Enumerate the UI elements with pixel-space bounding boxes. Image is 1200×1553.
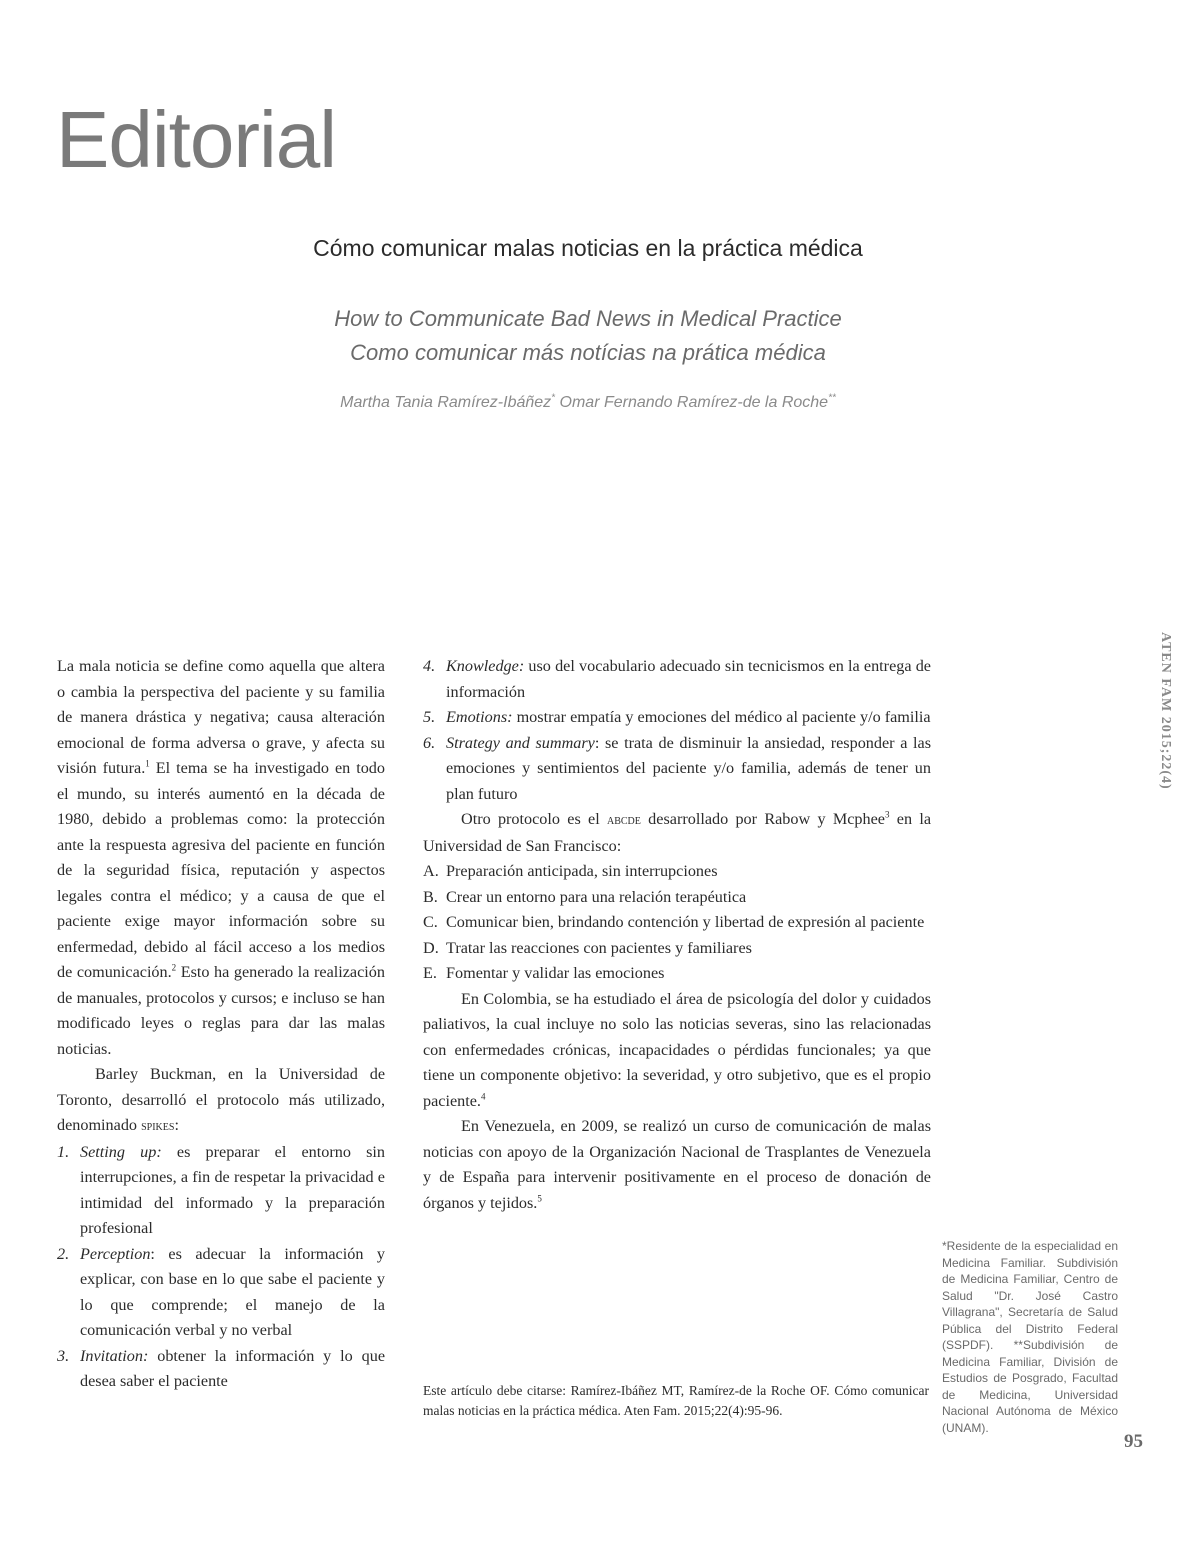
list-term: Setting up: [80,1142,162,1161]
paragraph-text: Barley Buckman, en la Universidad de Toronto, desarrolló el protocolo más utilizado, denominado [57,1065,385,1134]
article-title-spanish: Cómo comunicar malas noticias en la práctica médica [313,235,863,261]
left-column [57,654,385,1395]
list-term: Perception [80,1244,151,1263]
list-marker: 6. [423,733,436,752]
author-affiliations-footnote: *Residente de la especialidad en Medicina Familiar. Subdivisión de Medicina Familiar, Centro de Salud "Dr. José Castro Villagrana", Secretaría de Salud Pública del Distrito Federal (SSPDF). **Subdivisión de Medicina Familiar, División de Estudios de Posgrado, Facultad de Medicina, Universidad Nacional Autónoma de México (UNAM). [942,1239,1118,1435]
list-text: obtener la información y lo que desea saber el paciente [80,1346,385,1390]
list-term: Knowledge: [446,657,525,675]
reference-mark: 4 [480,1091,486,1102]
list-item [423,859,931,885]
list-term: Invitation: [80,1346,149,1365]
paragraph-colombia [423,987,931,1115]
list-item [423,936,931,962]
list-text: : se trata de disminuir la ansiedad, responder a las emociones y sentimientos del paciente y/o familia, además de tener un plan futuro [446,733,931,803]
list-marker: 4. [423,657,436,675]
journal-side-label [1143,632,1173,790]
paragraph-abcde [423,807,931,859]
author-2: Omar Fernando Ramírez-de la Roche [555,394,829,411]
paragraph-venezuela [423,1114,931,1216]
section-title: Editorial [56,95,337,184]
journal-citation-vertical: ATEN FAM 2015;22(4) [1158,632,1173,790]
list-text: Comunicar bien, brindando contención y libertad de expresión al paciente [446,913,925,931]
list-text: Tratar las reacciones con pacientes y familiares [446,938,752,957]
article-title-english: How to Communicate Bad News in Medical Practice [334,306,842,331]
list-marker: 5. [423,708,436,726]
list-text: Fomentar y validar las emociones [446,964,665,982]
list-item [423,705,931,731]
acronym: spikes [141,1119,175,1134]
author-1: Martha Tania Ramírez-Ibáñez [340,394,552,411]
list-item [57,1242,385,1344]
list-text: es preparar el entorno sin interrupciones, a fin de respetar la privacidad e intimidad del informado y la preparación profesional [80,1142,385,1237]
paragraph-text: La mala noticia se define como aquella que altera o cambia la perspectiva del paciente y su familia de manera drástica y negativa; causa alteración emocional de forma adversa o grave, y afecta su visión futura. [57,657,385,777]
right-column [423,654,931,1216]
paragraph-text: desarrollado por Rabow y Mcphee [640,810,885,828]
list-marker: C. [423,913,438,931]
list-item [423,731,931,808]
paragraph-text: Esto ha generado la realización de manuales, protocolos y cursos; e incluso se han modificado leyes o reglas para dar las malas noticias. [57,963,385,1058]
reference-mark: 1 [145,758,150,769]
author-1-mark: * [551,392,556,404]
page-number: 95 [1124,1431,1143,1452]
list-text: : es adecuar la información y explicar, con base en lo que sabe el paciente y lo que comprende; el manejo de la comunicación verbal y no verbal [80,1244,385,1339]
paragraph-spikes [57,1062,385,1140]
list-marker: D. [423,938,439,957]
reference-mark: 2 [171,962,177,973]
list-item [57,1344,385,1395]
authors-line [0,394,1176,412]
list-item [423,910,931,936]
author-2-mark: ** [828,392,836,404]
paragraph-text: : [174,1116,179,1134]
paragraph-text: El tema se ha investigado en todo el mundo, su interés aumentó en la década de 1980, debido a problemas como: la protección ante la respuesta agresiva del paciente en función de la seguridad física, reputación y aspectos legales contra el médico; y a causa de que el paciente exige mayor información sobre su enfermedad, debido al fácil acceso a los medios de comunicación. [57,759,385,981]
paragraph-intro [57,654,385,1062]
list-item [423,654,931,705]
list-item [423,961,931,987]
acronym: abcde [607,813,641,828]
list-text: uso del vocabulario adecuado sin tecnicismos en la entrega de información [446,657,931,701]
paragraph-text: en la Universidad de San Francisco: [423,810,932,855]
list-text: mostrar empatía y emociones del médico al paciente y/o familia [512,708,931,726]
citation-note: Este artículo debe citarse: Ramírez-Ibáñez MT, Ramírez-de la Roche OF. Cómo comunicar malas noticias en la práctica médica. Aten Fam. 2015;22(4):95-96. [423,1383,929,1418]
list-marker: E. [423,964,437,982]
list-marker: 2. [57,1244,70,1263]
list-term: Strategy and summary [446,733,595,752]
list-item [57,1140,385,1242]
paragraph-text: Otro protocolo es el [461,810,607,828]
reference-mark: 3 [884,809,890,820]
list-marker: A. [423,862,439,880]
list-item [423,885,931,911]
list-marker: B. [423,887,438,906]
article-title-portuguese: Como comunicar más notícias na prática médica [350,340,826,365]
paragraph-text: En Venezuela, en 2009, se realizó un curso de comunicación de malas noticias con apoyo de la Organización Nacional de Trasplantes de Venezuela y de España para intervenir positivamente en el proceso de donación de órganos y tejidos. [423,1117,931,1212]
paragraph-text: En Colombia, se ha estudiado el área de psicología del dolor y cuidados paliativos, la cual incluye no solo las noticias severas, sino las relacionadas con enfermedades crónicas, incapacidades o pérdidas funcionales; ya que tiene un componente objetivo: la severidad, y otro subjetivo, que es el propio paciente. [423,989,931,1110]
list-marker: 1. [57,1142,70,1161]
list-term: Emotions: [446,708,513,726]
list-text: Preparación anticipada, sin interrupciones [446,862,718,880]
reference-mark: 5 [537,1193,542,1204]
list-text: Crear un entorno para una relación terapéutica [446,887,747,906]
list-marker: 3. [57,1346,70,1365]
